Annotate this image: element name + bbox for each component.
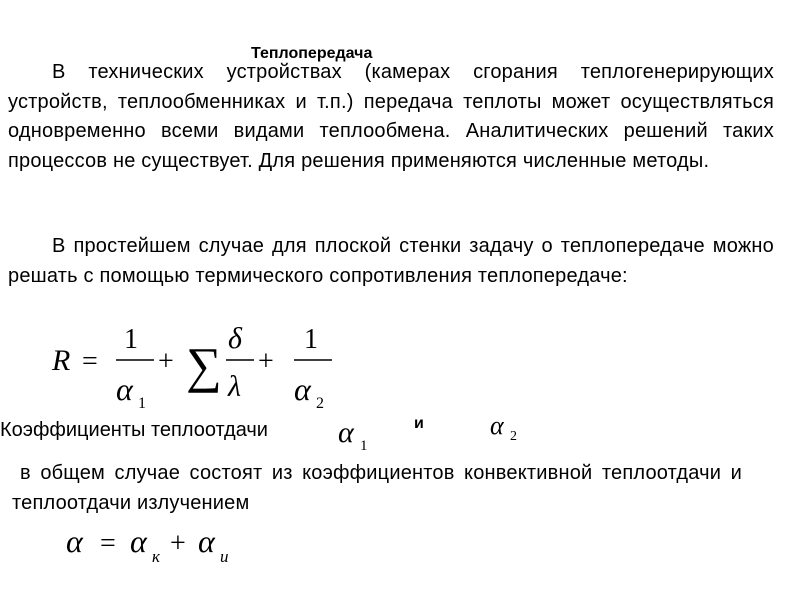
alpha-sum-equals: = bbox=[100, 528, 116, 559]
alpha-k: α bbox=[130, 523, 147, 559]
formula-r-delta: δ bbox=[228, 322, 242, 355]
paragraph-composition: в общем случае состоят из коэффициентов конвективной теплоотдачи и теплоотдачи излучением bbox=[12, 462, 742, 514]
alpha-sum-lhs: α bbox=[66, 523, 83, 559]
alpha-sum-plus: + bbox=[170, 528, 186, 559]
thermal-resistance-formula bbox=[48, 316, 348, 416]
slide-title: Теплопередача bbox=[251, 45, 373, 62]
formula-r-alpha-1: α bbox=[116, 371, 133, 407]
paragraph-intro: В технических устройствах (камерах сгорания теплогенерирующих устройств, теплообменниках и т.п.) передача теплоты может осуществляться одновременно всеми видами теплообмена. Аналитических решений таких процессов не существует. Для решения применяются численные методы. bbox=[8, 61, 774, 172]
and-word: и bbox=[414, 415, 424, 432]
formula-r-lambda: λ bbox=[228, 370, 241, 403]
formula-r-equals: = bbox=[82, 346, 98, 377]
formula-r-plus-1: + bbox=[158, 346, 174, 377]
formula-r-lhs: R bbox=[52, 344, 71, 377]
alpha-k-sub: к bbox=[152, 547, 160, 566]
formula-r-sum: ∑ bbox=[186, 337, 222, 393]
formula-r-alpha-2: α bbox=[294, 371, 311, 407]
formula-r-alpha-1-sub: 1 bbox=[138, 395, 146, 412]
alpha-i-sub: и bbox=[220, 547, 229, 566]
alpha-1-symbol bbox=[336, 414, 386, 454]
alpha-2-symbol bbox=[488, 410, 532, 444]
coefficients-label: Коэффициенты теплоотдачи bbox=[0, 419, 268, 441]
alpha-1-symbol-sub: 1 bbox=[360, 438, 368, 454]
paragraph-flat-wall: В простейшем случае для плоской стенки задачу о теплопередаче можно решать с помощью термического сопротивления теплопередаче: bbox=[8, 235, 774, 287]
alpha-2-symbol-sub: 2 bbox=[510, 429, 517, 444]
alpha-2-symbol-letter: α bbox=[490, 411, 504, 440]
alpha-1-symbol-letter: α bbox=[338, 416, 354, 449]
formula-r-num-1: 1 bbox=[124, 324, 138, 355]
formula-r-alpha-2-sub: 2 bbox=[316, 395, 324, 412]
formula-r-plus-2: + bbox=[258, 346, 274, 377]
alpha-sum-formula bbox=[62, 522, 262, 570]
alpha-i: α bbox=[198, 523, 215, 559]
formula-r-num-2: 1 bbox=[304, 324, 318, 355]
